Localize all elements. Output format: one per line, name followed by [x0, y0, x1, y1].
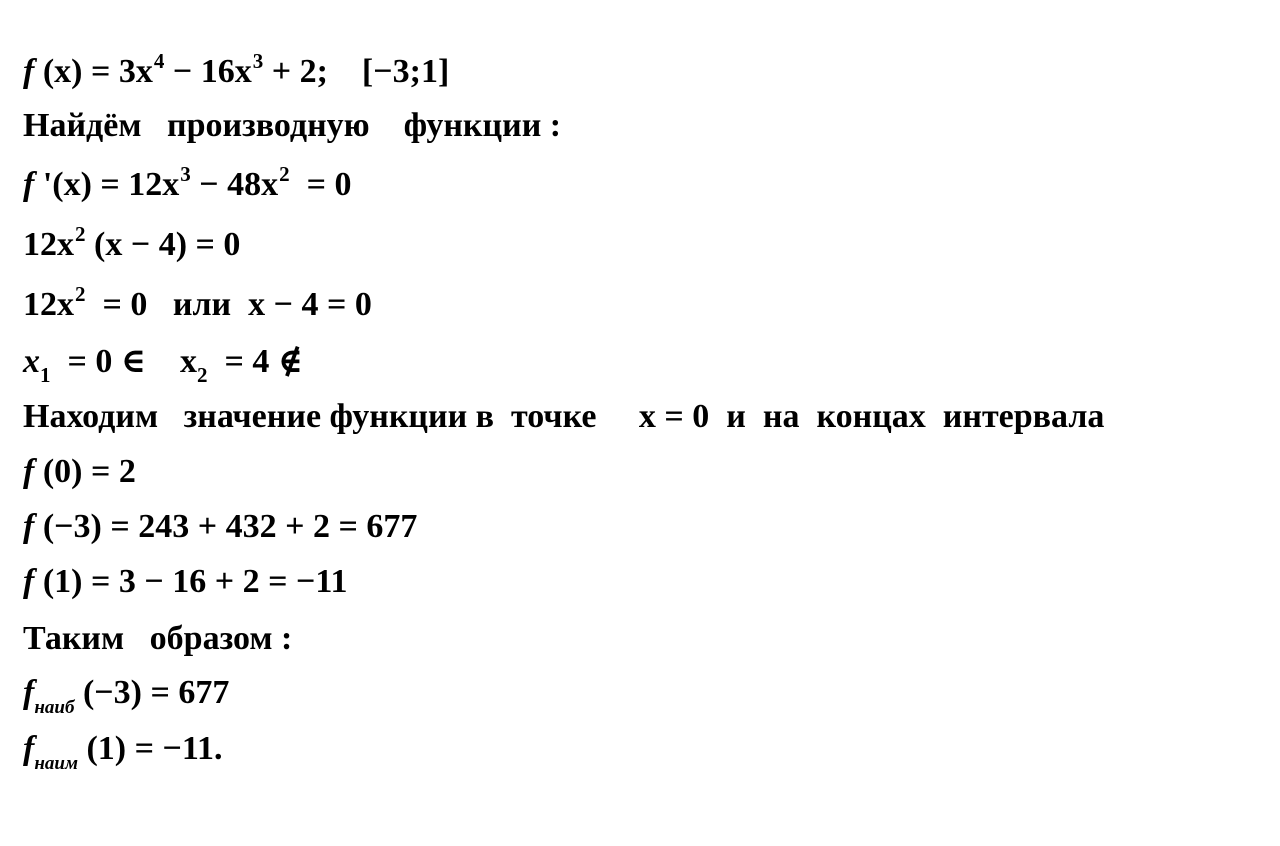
factored-equation [6, 185, 241, 263]
roots-values [6, 302, 304, 387]
step-heading-values [6, 357, 1105, 435]
func-expression-tail: + 2; [−3;1] [263, 53, 450, 90]
func-symbol: f [23, 508, 35, 545]
max-value [6, 633, 230, 718]
subscript-label: наиб [34, 697, 75, 718]
value-expression: (1) = 3 − 16 + 2 = −11 [34, 563, 348, 600]
roots-mid: = 0 или x − 4 = 0 [85, 286, 372, 323]
func-expression-mid: − 16x [164, 53, 252, 90]
min-expression: (1) = −11. [77, 730, 223, 767]
value-at-zero [6, 412, 136, 490]
exponent: 3 [180, 162, 191, 186]
derivative-expression-tail: = 0 [289, 166, 352, 203]
heading-text: Найдём производную функции : [23, 107, 562, 144]
derivative-expression: '(x) = 12x [34, 166, 180, 203]
heading-text: Таким образом : [23, 620, 293, 657]
func-symbol: f [23, 674, 35, 711]
step-heading-derivative [6, 66, 562, 144]
roots-condition [6, 245, 372, 323]
roots-pre: 12x [23, 286, 74, 323]
heading-text: Находим значение функции в точке x = 0 и на концах интервала [23, 398, 1105, 435]
exponent: 2 [279, 162, 290, 186]
value-expression: (0) = 2 [34, 453, 136, 490]
exponent: 4 [153, 49, 165, 73]
func-symbol: f [23, 730, 35, 767]
func-symbol: f [23, 53, 35, 90]
func-expression: (x) = 3x [34, 53, 153, 90]
derivative-expression-mid: − 48x [190, 166, 279, 203]
function-definition [6, 12, 450, 90]
subscript: 1 [40, 363, 51, 387]
func-symbol: f [23, 563, 35, 600]
value-expression: (−3) = 243 + 432 + 2 = 677 [34, 508, 418, 545]
exponent: 3 [252, 49, 264, 73]
factored-pre: 12x [23, 226, 74, 263]
roots-mid: = 0 ∈ x [50, 343, 198, 380]
factored-tail: (x − 4) = 0 [85, 226, 241, 263]
func-symbol: f [23, 453, 35, 490]
min-value [6, 689, 223, 774]
value-at-one [6, 522, 348, 600]
exponent: 2 [75, 282, 86, 306]
exponent: 2 [75, 222, 86, 246]
subscript: 2 [197, 363, 208, 387]
value-at-minus-three [6, 467, 418, 545]
roots-tail: = 4 ∉ [207, 343, 304, 380]
subscript-label: наим [34, 753, 78, 774]
step-heading-conclusion [6, 579, 293, 657]
func-symbol: f [23, 166, 35, 203]
root-variable: x [23, 343, 40, 380]
derivative-equation [6, 125, 352, 203]
max-expression: (−3) = 677 [74, 674, 230, 711]
